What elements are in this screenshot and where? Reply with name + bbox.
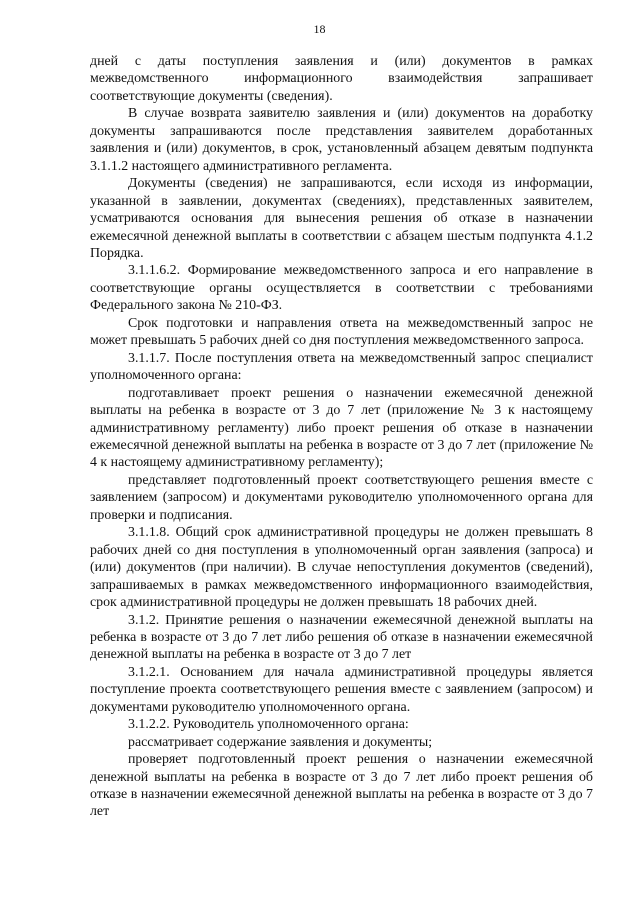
paragraph: 3.1.1.7. После поступления ответа на межведомственный запрос специалист уполномоченного органа:	[90, 350, 593, 384]
paragraph: 3.1.2. Принятие решения о назначении ежемесячной денежной выплаты на ребенка в возрасте от 3 до 7 лет либо решения об отказе в назначении ежемесячной денежной выплаты на ребенка в возрасте от 3 до 7 лет	[90, 612, 593, 663]
paragraph: 3.1.1.6.2. Формирование межведомственного запроса и его направление в соответствующие органы осуществляется в соответствии с требованиями Федерального закона № 210-ФЗ.	[90, 263, 593, 314]
paragraph: дней с даты поступления заявления и (или) документов в рамках межведомственного информационного взаимодействия запрашивает соответствующие документы (сведения).	[90, 54, 593, 104]
page-number: 18	[313, 22, 326, 36]
body-text	[90, 53, 593, 821]
paragraph: представляет подготовленный проект соответствующего решения вместе с заявлением (запросом) и документами руководителю уполномоченного органа для проверки и подписания.	[90, 472, 593, 523]
paragraph: рассматривает содержание заявления и документы;	[128, 734, 433, 750]
paragraph: 3.1.1.8. Общий срок административной процедуры не должен превышать 8 рабочих дней со дня поступления в уполномоченный орган заявления (запроса) и (или) документов (при наличии). В случае непоступления документов (сведений), запрашиваемых в рамках межведомственного информационного взаимодействия, срок административной процедуры не должен превышать 18 рабочих дней.	[90, 525, 593, 611]
paragraph: 3.1.2.1. Основанием для начала административной процедуры является поступление проекта соответствующего решения вместе с заявлением (запросом) и документами руководителю уполномоченного органа.	[90, 664, 593, 715]
paragraph: Документы (сведения) не запрашиваются, если исходя из информации, указанной в заявлении, документах (сведениях), представленных заявителем, усматриваются основания для вынесения решения об отказе в назначении ежемесячной денежной выплаты в соответствии с абзацем шестым подпункта 4.1.2 Порядка.	[90, 176, 593, 261]
paragraph: подготавливает проект решения о назначении ежемесячной денежной выплаты на ребенка в возрасте от 3 до 7 лет (приложение № 3 к настоящему административному регламенту) либо проект решения об отказе в назначении ежемесячной денежной выплаты на ребенка в возрасте от 3 до 7 лет (приложение № 4 к настоящему административному регламенту);	[90, 385, 593, 471]
paragraph: 3.1.2.2. Руководитель уполномоченного органа:	[128, 717, 409, 733]
paragraph: проверяет подготовленный проект решения о назначении ежемесячной денежной выплаты на ребенка в возрасте от 3 до 7 лет либо проект решения об отказе в назначении ежемесячной денежной выплаты на ребенка в возрасте от 3 до 7 лет	[90, 752, 593, 820]
paragraph: В случае возврата заявителю заявления и (или) документов на доработку документы запрашиваются после представления заявителем доработанных заявления и (или) документов, в срок, установленный абзацем девятым подпункта 3.1.1.2 настоящего административного регламента.	[90, 106, 593, 174]
paragraph: Срок подготовки и направления ответа на межведомственный запрос не может превышать 5 рабочих дней со дня поступления межведомственного запроса.	[90, 315, 593, 349]
